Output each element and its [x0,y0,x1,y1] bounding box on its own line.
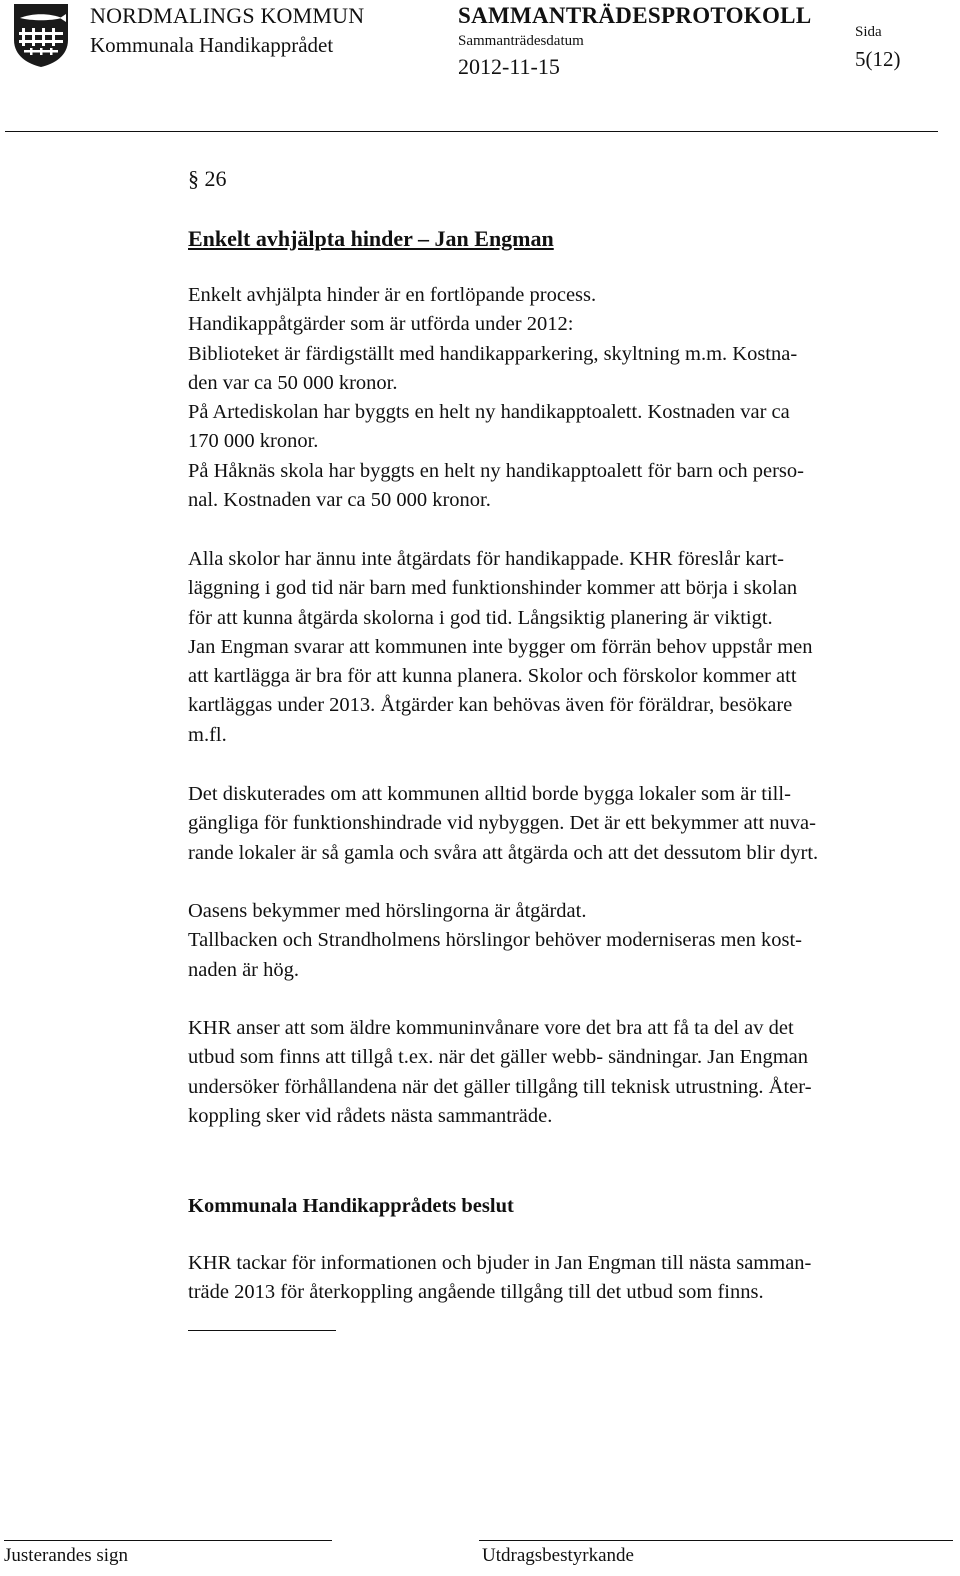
text-line: KHR tackar för informationen och bjuder in Jan Engman till nästa samman- [188,1252,812,1274]
meeting-date: 2012-11-15 [458,54,560,79]
paragraph-web-broadcasts [188,1014,812,1131]
text-line: kartläggas under 2013. Åtgärder kan behövas även för föräldrar, besökare [188,694,793,717]
text-line: naden är hög. [188,958,299,981]
paragraph-accessibility-discussion [188,780,818,868]
text-line: Tallbacken och Strandholmens hörslingor behöver moderniseras men kost- [188,929,802,952]
text-line: undersöker förhållandena när det gäller tillgång till teknisk utrustning. Åter- [188,1075,812,1098]
text-line: den var ca 50 000 kronor. [188,371,398,394]
text-line: att kartlägga är bra för att kunna planera. Skolor och förskolor kommer att [188,665,797,688]
text-line: m.fl. [188,723,227,746]
text-line: 170 000 kronor. [188,430,319,453]
date-label: Sammanträdesdatum [458,33,584,49]
text-line: Jan Engman svarar att kommunen inte bygger om förrän behov uppstår men [188,635,813,658]
municipal-coat-of-arms-logo [12,2,70,68]
header-divider [5,131,938,132]
text-line: träde 2013 för återkoppling angående tillgång till det utbud som finns. [188,1281,764,1304]
text-line: läggning i god tid när barn med funktionshinder kommer att börja i skolan [188,577,798,600]
text-line: rande lokaler är så gamla och svåra att åtgärda och att det dessutom blir dyrt. [188,841,819,864]
paragraph-completed-measures [188,281,804,515]
extract-certification-label: Utdragsbestyrkande [482,1545,634,1566]
text-line: koppling sker vid rådets nästa sammanträde. [188,1104,553,1127]
text-line: Biblioteket är färdigställt med handikapparkering, skyltning m.m. Kostna- [188,342,798,365]
paragraph-hearing-loops [188,897,802,985]
text-line: Enkelt avhjälpta hinder är en fortlöpande process. [188,284,597,306]
text-line: utbud som finns att tillgå t.ex. när det gäller webb- sändningar. Jan Engman [188,1046,808,1069]
text-line: Handikappåtgärder som är utförda under 2012: [188,313,574,336]
paragraph-decision [188,1249,811,1308]
text-line: för att kunna åtgärda skolorna i god tid. Långsiktig planering är viktigt. [188,606,773,629]
text-line: På Håknäs skola har byggts en helt ny handikapptoalett för barn och perso- [188,459,804,482]
text-line: Oasens bekymmer med hörslingorna är åtgärdat. [188,900,587,922]
department-name: Kommunala Handikapprådet [90,33,334,57]
signature-line-right [479,1540,953,1541]
text-line: nal. Kostnaden var ca 50 000 kronor. [188,489,491,512]
organization-name: NORDMALINGS KOMMUN [90,3,365,28]
page-number: 5(12) [855,47,901,71]
page-label: Sida [855,24,882,40]
section-end-rule [188,1330,336,1331]
text-line: Alla skolor har ännu inte åtgärdats för handikappade. KHR föreslår kart- [188,548,785,570]
text-line: gängliga för funktionshindrade vid nybyggen. Det är ett bekymmer att nuva- [188,812,816,835]
text-line: KHR anser att som äldre kommuninvånare vore det bra att få ta del av det [188,1017,794,1039]
item-title: Enkelt avhjälpta hinder – Jan Engman [188,226,554,251]
text-line: På Artediskolan har byggts en helt ny handikapptoalett. Kostnaden var ca [188,401,790,424]
signature-line-left [4,1540,332,1541]
document-title: SAMMANTRÄDESPROTOKOLL [458,3,812,28]
paragraph-schools [188,545,813,750]
decision-heading: Kommunala Handikapprådets beslut [188,1195,514,1217]
section-number: § 26 [188,166,227,191]
text-line: Det diskuterades om att kommunen alltid borde bygga lokaler som är till- [188,783,791,805]
adjusters-signature-label: Justerandes sign [4,1545,129,1566]
